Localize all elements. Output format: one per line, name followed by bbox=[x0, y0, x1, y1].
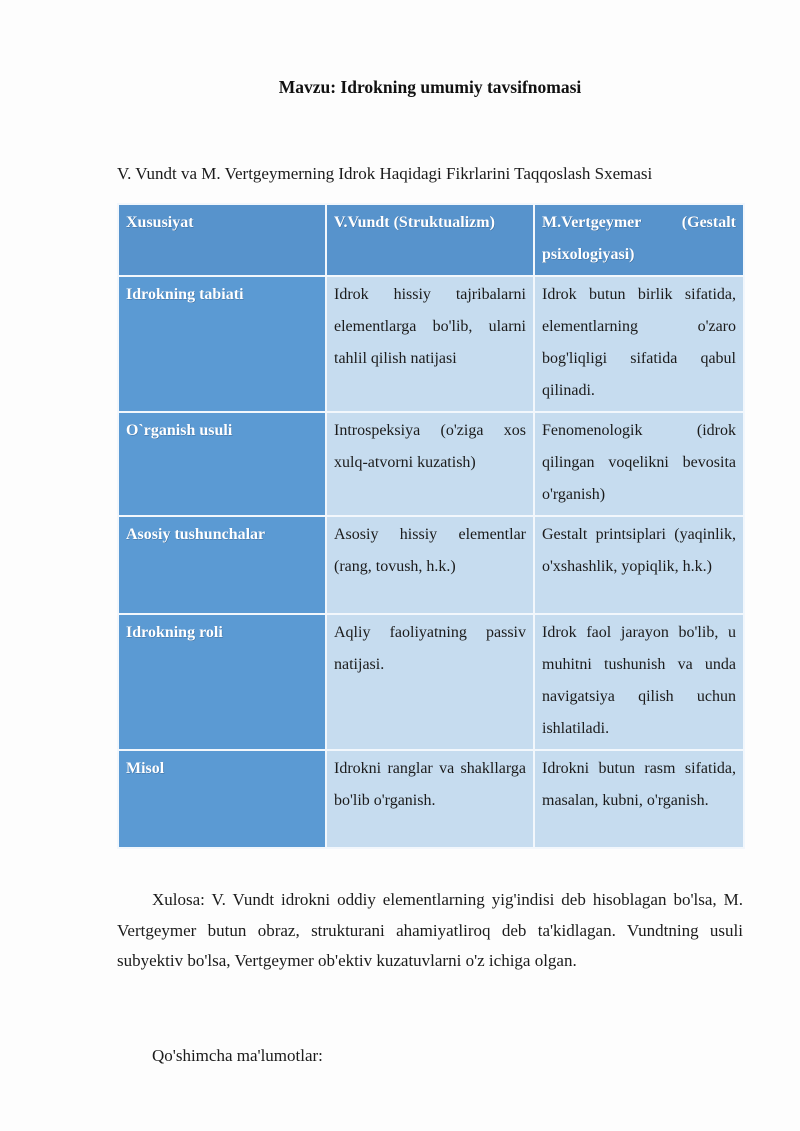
row-label: O`rganish usuli bbox=[118, 412, 326, 516]
vundt-cell: Aqliy faoliyatning passiv natijasi. bbox=[326, 614, 534, 750]
vundt-cell: Idrok hissiy tajribalarni elementlarga bo'lib, ularni tahlil qilish natijasi bbox=[326, 276, 534, 412]
table-row bbox=[118, 750, 744, 848]
header-cell-vundt: V.Vundt (Struktualizm) bbox=[326, 204, 534, 276]
table-row bbox=[118, 276, 744, 412]
conclusion-paragraph: Xulosa: V. Vundt idrokni oddiy elementlarning yig'indisi deb hisoblagan bo'lsa, M. Vertgeymer butun obraz, strukturani ahamiyatliroq deb ta'kidlagan. Vundtning usuli subyektiv bo'lsa, Vertgeymer ob'ektiv kuzatuvlarni o'z ichiga olgan. bbox=[117, 890, 743, 970]
header-cell-feature: Xususiyat bbox=[118, 204, 326, 276]
additional-info-label: Qo'shimcha ma'lumotlar: bbox=[152, 1045, 323, 1065]
row-label: Idrokning roli bbox=[118, 614, 326, 750]
page-title: Mavzu: Idrokning umumiy tavsifnomasi bbox=[278, 77, 582, 97]
vertgeymer-cell: Idrok butun birlik sifatida, elementlarning o'zaro bog'liqligi sifatida qabul qilinadi. bbox=[534, 276, 744, 412]
row-label: Misol bbox=[118, 750, 326, 848]
vundt-cell: Asosiy hissiy elementlar (rang, tovush, h.k.) bbox=[326, 516, 534, 614]
vertgeymer-cell: Fenomenologik (idrok qilingan voqelikni bevosita o'rganish) bbox=[534, 412, 744, 516]
vundt-cell: Idrokni ranglar va shakllarga bo'lib o'rganish. bbox=[326, 750, 534, 848]
comparison-table bbox=[117, 203, 745, 849]
header-cell-vertgeymer: M.Vertgeymer (Gestalt psixologiyasi) bbox=[534, 204, 744, 276]
row-label: Idrokning tabiati bbox=[118, 276, 326, 412]
table-caption: V. Vundt va M. Vertgeymerning Idrok Haqidagi Fikrlarini Taqqoslash Sxemasi bbox=[117, 164, 653, 183]
table-header-row bbox=[118, 204, 744, 276]
row-label: Asosiy tushunchalar bbox=[118, 516, 326, 614]
vertgeymer-cell: Gestalt printsiplari (yaqinlik, o'xshashlik, yopiqlik, h.k.) bbox=[534, 516, 744, 614]
table-row bbox=[118, 516, 744, 614]
vertgeymer-cell: Idrokni butun rasm sifatida, masalan, kubni, o'rganish. bbox=[534, 750, 744, 848]
vertgeymer-cell: Idrok faol jarayon bo'lib, u muhitni tushunish va unda navigatsiya qilish uchun ishlatiladi. bbox=[534, 614, 744, 750]
table-row bbox=[118, 614, 744, 750]
document-page bbox=[117, 0, 743, 1071]
table-row bbox=[118, 412, 744, 516]
vundt-cell: Introspeksiya (o'ziga xos xulq-atvorni kuzatish) bbox=[326, 412, 534, 516]
